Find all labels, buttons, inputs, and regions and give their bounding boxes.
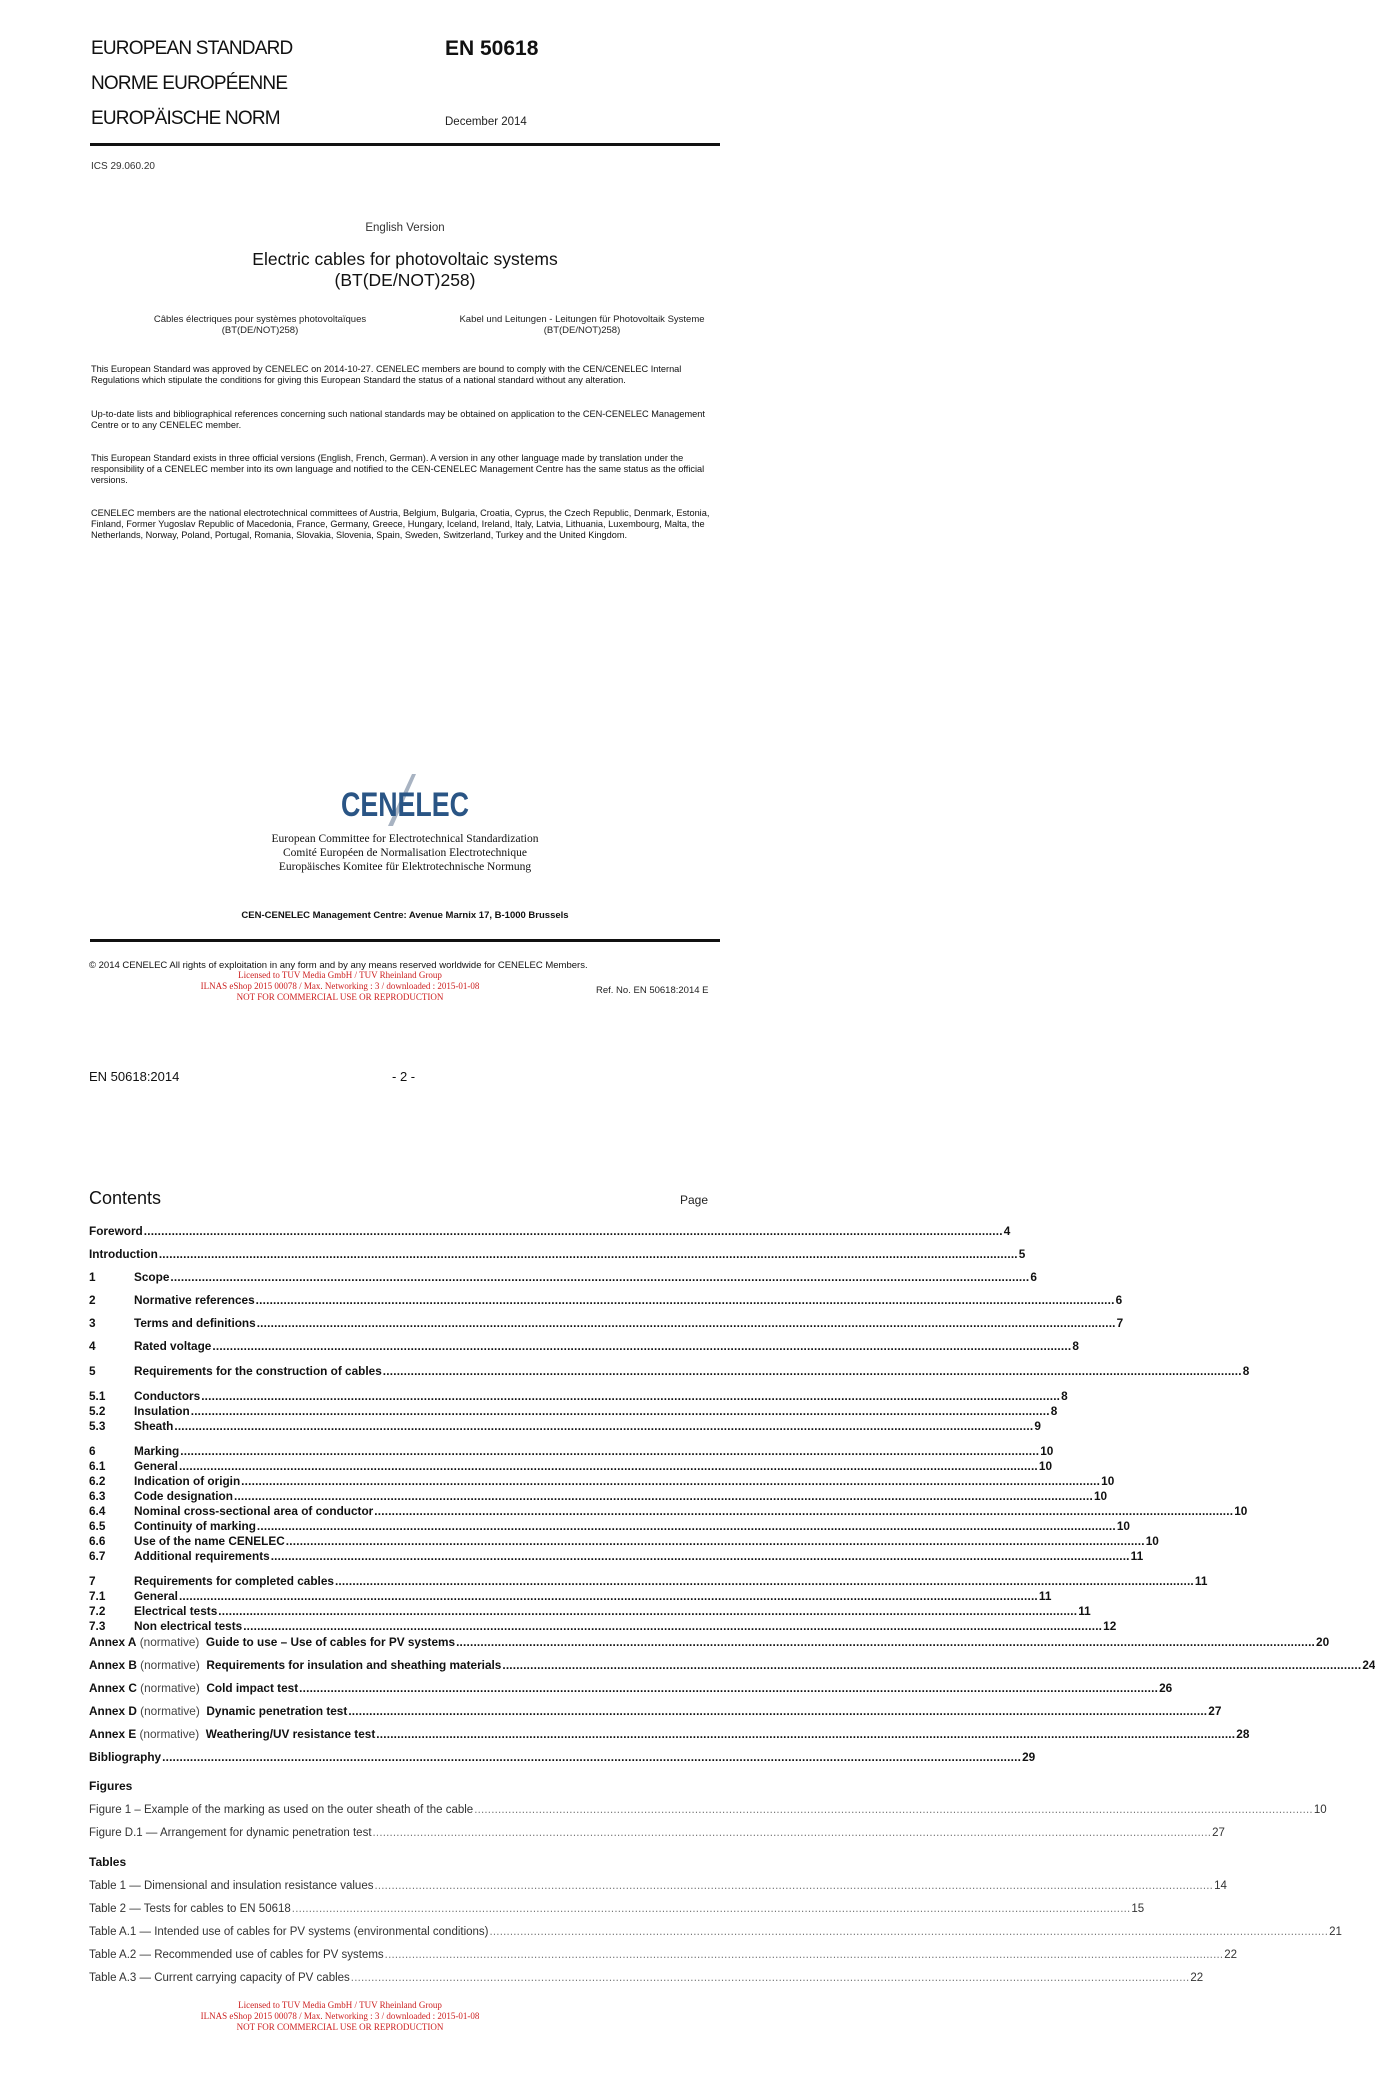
toc-leader-dots [180, 1444, 1039, 1458]
toc-entry-number: 6.7 [89, 1549, 106, 1563]
toc-leader-dots [241, 1474, 1100, 1488]
toc-entry-number: 5 [89, 1364, 96, 1378]
annex-page: 27 [1208, 1704, 1222, 1718]
annex-page: 24 [1362, 1658, 1375, 1672]
header-european-standard: EUROPEAN STANDARD [91, 38, 293, 59]
german-code: (BT(DE/NOT)258) [543, 325, 621, 336]
toc-entry-label: Marking [134, 1444, 180, 1458]
toc-leader-dots [490, 1925, 1329, 1939]
toc-entry-number: 3 [89, 1316, 96, 1330]
annex-type: (normative) [139, 1635, 200, 1649]
toc-entry-number: 7.2 [89, 1604, 106, 1618]
toc-entry-label: Normative references [134, 1293, 255, 1307]
annex-page: 28 [1236, 1727, 1250, 1741]
toc-entry[interactable] [89, 1404, 1058, 1418]
toc-entry-label: Use of the name CENELEC [134, 1534, 285, 1548]
toc-entry-label: Scope [134, 1270, 170, 1284]
license-footer-line-2: ILNAS eShop 2015 00078 / Max. Networking : 3 / downloaded : 2015-01-08 [200, 2011, 480, 2021]
toc-entry[interactable] [89, 1459, 1053, 1473]
toc-leader-dots [374, 1504, 1233, 1518]
header-rule [90, 143, 720, 146]
annex-title: Weathering/UV resistance test [205, 1727, 376, 1741]
toc-leader-dots [159, 1247, 1018, 1261]
page-doc-id: EN 50618:2014 [89, 1069, 180, 1084]
toc-leader-dots [170, 1270, 1029, 1284]
toc-annex-entry[interactable] [89, 1704, 1222, 1718]
org-name-english: European Committee for Electrotechnical Standardization [271, 833, 539, 845]
toc-leader-dots [292, 1902, 1131, 1916]
table-label: Table 1 — Dimensional and insulation resistance values [89, 1880, 374, 1892]
annex-title: Requirements for insulation and sheathing materials [206, 1658, 502, 1672]
annex-type: (normative) [140, 1658, 200, 1672]
toc-leader-dots [286, 1534, 1145, 1548]
toc-entry-page: 5 [1018, 1247, 1026, 1261]
annex-id: Annex D [89, 1704, 137, 1718]
approval-paragraph: This European Standard was approved by CENELEC on 2014-10-27. CENELEC members are bound to comply with the CEN/CENELEC Internal Regulations which stipulate the conditions for giving this European Standard the status of a national standard without any alteration. [91, 364, 682, 386]
header-europaische-norm: EUROPÄISCHE NORM [91, 108, 280, 129]
toc-entry-label: Insulation [134, 1404, 190, 1418]
toc-entry[interactable] [89, 1270, 1037, 1284]
standard-number: EN 50618 [445, 37, 539, 60]
german-title-block [432, 314, 732, 336]
toc-entry-page: 8 [1050, 1404, 1058, 1418]
toc-entry-number: 6 [89, 1444, 96, 1458]
toc-entry[interactable] [89, 1549, 1144, 1563]
annex-id: Annex B [89, 1658, 137, 1672]
annex-title: Guide to use – Use of cables for PV systems [205, 1635, 456, 1649]
toc-leader-dots [234, 1489, 1093, 1503]
toc-entry-page: 10 [1116, 1519, 1130, 1533]
toc-entry-page: 8 [1061, 1389, 1068, 1403]
license-footer-line-1: Licensed to TUV Media GmbH / TUV Rheinland Group [238, 2000, 442, 2010]
table-entry[interactable] [89, 1902, 1145, 1916]
table-label: Table A.3 — Current carrying capacity of PV cables [89, 1972, 350, 1984]
toc-entry-label: Continuity of marking [134, 1519, 256, 1533]
toc-leader-dots [212, 1339, 1071, 1353]
toc-entry-page: 8 [1242, 1364, 1250, 1378]
toc-entry-page: 9 [1034, 1419, 1041, 1433]
toc-entry[interactable] [89, 1504, 1248, 1518]
toc-entry-number: 7.1 [89, 1589, 106, 1603]
french-title-block [110, 314, 410, 336]
toc-leader-dots [257, 1519, 1116, 1533]
toc-annex-entry[interactable] [89, 1681, 1173, 1695]
toc-leader-dots [385, 1948, 1224, 1962]
annex-id: Annex E [89, 1727, 137, 1741]
toc-annex-entry[interactable] [89, 1635, 1330, 1649]
footer-rule [90, 939, 720, 942]
toc-entry-label: Requirements for the construction of cables [134, 1364, 382, 1378]
reference-number: Ref. No. EN 50618:2014 E [596, 985, 709, 996]
toc-bibliography[interactable] [89, 1750, 1036, 1764]
toc-entry-number: 6.6 [89, 1534, 106, 1548]
annex-page: 26 [1159, 1681, 1173, 1695]
versions-paragraph: This European Standard exists in three official versions (English, French, German). A version in any other language made by translation under the responsibility of a CENELEC member into its own language and notified to the CEN-CENELEC Management Centre has the same status as the official versions. [91, 453, 705, 486]
toc-entry-label: Non electrical tests [134, 1619, 243, 1633]
toc-entry-page: 12 [1103, 1619, 1117, 1633]
bibliography-page: 29 [1022, 1750, 1036, 1764]
toc-entry[interactable] [89, 1604, 1091, 1618]
toc-leader-dots [474, 1803, 1313, 1817]
toc-leader-dots [373, 1826, 1212, 1840]
title-line-2: (BT(DE/NOT)258) [334, 270, 476, 290]
page-number: - 2 - [392, 1069, 416, 1084]
table-label: Table 2 — Tests for cables to EN 50618 [89, 1903, 291, 1915]
toc-entry[interactable] [89, 1224, 1011, 1238]
members-paragraph: CENELEC members are the national electrotechnical committees of Austria, Belgium, Bulgaria, Croatia, Cyprus, the Czech Republic, Denmark, Estonia, Finland, Former Yugoslav Republic of Macedonia, France, Germany, Greece, Hungary, Iceland, Ireland, Italy, Latvia, Lithuania, Luxembourg, Malta, the Netherlands, Norway, Poland, Portugal, Romania, Slovakia, Slovenia, Spain, Sweden, Switzerland, Turkey and the United Kingdom. [91, 508, 710, 541]
toc-leader-dots [348, 1704, 1207, 1718]
toc-leader-dots [243, 1619, 1102, 1633]
table-label: Table A.1 — Intended use of cables for PV systems (environmental conditions) [89, 1926, 489, 1938]
table-entry[interactable] [89, 1948, 1238, 1962]
table-page: 21 [1329, 1926, 1342, 1938]
toc-entry-page: 10 [1145, 1534, 1159, 1548]
toc-entry-label: General [134, 1589, 178, 1603]
toc-entry[interactable] [89, 1534, 1159, 1548]
toc-entry-label: Foreword [89, 1224, 143, 1238]
table-page: 22 [1190, 1972, 1204, 1984]
toc-entry-page: 11 [1038, 1589, 1052, 1603]
contents-heading: Contents [89, 1188, 162, 1208]
toc-leader-dots [374, 1879, 1213, 1893]
toc-leader-dots [383, 1364, 1242, 1378]
toc-entry-number: 5.2 [89, 1404, 106, 1418]
toc-leader-dots [351, 1971, 1190, 1985]
toc-leader-dots [191, 1404, 1050, 1418]
toc-entry-label: Sheath [134, 1419, 174, 1433]
annex-id: Annex A [89, 1635, 137, 1649]
toc-entry-page: 6 [1030, 1270, 1037, 1284]
toc-leader-dots [502, 1658, 1361, 1672]
toc-entry-number: 6.2 [89, 1474, 106, 1488]
toc-leader-dots [174, 1419, 1033, 1433]
toc-entry-number: 5.3 [89, 1419, 106, 1433]
annex-title: Dynamic penetration test [206, 1704, 348, 1718]
toc-entry-number: 6.4 [89, 1504, 106, 1518]
toc-entry[interactable] [89, 1444, 1054, 1458]
figure-page: 27 [1212, 1827, 1225, 1839]
license-line-1: Licensed to TUV Media GmbH / TUV Rheinland Group [238, 970, 442, 980]
toc-leader-dots [376, 1727, 1235, 1741]
table-entry[interactable] [89, 1925, 1342, 1939]
annex-type: (normative) [140, 1704, 200, 1718]
bibliography-label: Bibliography [89, 1750, 162, 1764]
toc-entry-page: 11 [1194, 1574, 1208, 1588]
toc-entry-label: Code designation [134, 1489, 233, 1503]
table-page: 22 [1224, 1949, 1238, 1961]
figure-entry[interactable] [89, 1826, 1225, 1840]
toc-entry-label: Introduction [89, 1247, 158, 1261]
toc-entry[interactable] [89, 1247, 1026, 1261]
toc-leader-dots [179, 1589, 1038, 1603]
toc-leader-dots [256, 1293, 1115, 1307]
toc-entry-page: 10 [1093, 1489, 1108, 1503]
figures-heading: Figures [89, 1779, 133, 1793]
annex-type: (normative) [139, 1727, 200, 1741]
annex-page: 20 [1316, 1635, 1330, 1649]
toc-entry-label: Conductors [134, 1389, 201, 1403]
toc-entry-number: 7.3 [89, 1619, 106, 1633]
toc-entry[interactable] [89, 1364, 1250, 1378]
toc-entry-number: 5.1 [89, 1389, 106, 1403]
toc-entry-page: 10 [1101, 1474, 1115, 1488]
license-footer-line-3: NOT FOR COMMERCIAL USE OR REPRODUCTION [236, 2022, 444, 2032]
toc-leader-dots [218, 1604, 1077, 1618]
toc-entry-page: 6 [1115, 1293, 1123, 1307]
title-line-1: Electric cables for photovoltaic systems [252, 249, 558, 269]
page-column-heading: Page [680, 1193, 709, 1207]
toc-entry-page: 11 [1078, 1604, 1091, 1618]
toc-entry-label: Indication of origin [134, 1474, 241, 1488]
document-title [90, 249, 720, 291]
toc-entry-number: 6.3 [89, 1489, 106, 1503]
org-name-french: Comité Européen de Normalisation Electrotechnique [283, 847, 527, 859]
figure-entry[interactable] [89, 1803, 1327, 1817]
toc-annex-entry[interactable] [89, 1658, 1375, 1672]
toc-entry[interactable] [89, 1389, 1068, 1403]
french-code: (BT(DE/NOT)258) [221, 325, 299, 336]
toc-entry-label: Terms and definitions [134, 1316, 256, 1330]
toc-entry-page: 10 [1234, 1504, 1248, 1518]
toc-entry[interactable] [89, 1474, 1115, 1488]
french-title: Câbles électriques pour systèmes photovoltaïques [153, 314, 367, 325]
annex-type: (normative) [140, 1681, 200, 1695]
toc-leader-dots [456, 1635, 1315, 1649]
toc-leader-dots [179, 1459, 1038, 1473]
logo-text: CENELEC [341, 786, 469, 824]
toc-leader-dots [201, 1389, 1060, 1403]
license-line-2: ILNAS eShop 2015 00078 / Max. Networking : 3 / downloaded : 2015-01-08 [200, 981, 480, 991]
toc-entry-page: 4 [1003, 1224, 1011, 1238]
toc-entry-number: 4 [89, 1339, 96, 1353]
toc-entry-label: Requirements for completed cables [134, 1574, 334, 1588]
toc-entry-page: 10 [1038, 1459, 1053, 1473]
table-entry[interactable] [89, 1879, 1227, 1893]
annex-title: Cold impact test [206, 1681, 299, 1695]
toc-leader-dots [144, 1224, 1003, 1238]
references-paragraph: Up-to-date lists and bibliographical references concerning such national standards may be obtained on application to the CEN-CENELEC Management Centre or to any CENELEC member. [91, 409, 705, 431]
table-label: Table A.2 — Recommended use of cables for PV systems [89, 1949, 384, 1961]
cenelec-logo [330, 772, 480, 828]
toc-entry-page: 11 [1130, 1549, 1144, 1563]
license-line-3: NOT FOR COMMERCIAL USE OR REPRODUCTION [236, 992, 444, 1002]
toc-entry-page: 7 [1116, 1316, 1124, 1330]
toc-entry[interactable] [89, 1316, 1124, 1330]
table-entry[interactable] [89, 1971, 1204, 1985]
figure-page: 10 [1313, 1804, 1327, 1816]
toc-entry[interactable] [89, 1619, 1117, 1633]
toc-entry[interactable] [89, 1489, 1108, 1503]
toc-leader-dots [257, 1316, 1116, 1330]
toc-entry-page: 8 [1072, 1339, 1079, 1353]
toc-entry-number: 6.5 [89, 1519, 106, 1533]
toc-entry-number: 7 [89, 1574, 96, 1588]
annex-id: Annex C [89, 1681, 137, 1695]
tables-heading: Tables [89, 1855, 127, 1869]
toc-entry-label: Additional requirements [134, 1549, 270, 1563]
copyright-notice: © 2014 CENELEC All rights of exploitation in any form and by any means reserved worldwide for CENELEC Members. [89, 960, 588, 971]
toc-entry[interactable] [89, 1293, 1123, 1307]
toc-entry-number: 1 [89, 1270, 96, 1284]
figure-label: Figure D.1 — Arrangement for dynamic penetration test [89, 1827, 372, 1839]
toc-annex-entry[interactable] [89, 1727, 1250, 1741]
toc-entry[interactable] [89, 1419, 1041, 1433]
toc-entry-label: Electrical tests [134, 1604, 218, 1618]
toc-entry[interactable] [89, 1519, 1130, 1533]
toc-leader-dots [162, 1750, 1021, 1764]
toc-entry-label: General [134, 1459, 178, 1473]
toc-entry-number: 6.1 [89, 1459, 106, 1473]
toc-leader-dots [335, 1574, 1194, 1588]
ics-code: ICS 29.060.20 [91, 161, 155, 172]
toc-leader-dots [299, 1681, 1158, 1695]
toc-entry-page: 10 [1040, 1444, 1054, 1458]
toc-entry[interactable] [89, 1574, 1208, 1588]
toc-entry-number: 2 [89, 1293, 96, 1307]
toc-entry-label: Rated voltage [134, 1339, 212, 1353]
management-centre-address: CEN-CENELEC Management Centre: Avenue Marnix 17, B-1000 Brussels [241, 910, 569, 921]
org-name-german: Europäisches Komitee für Elektrotechnische Normung [278, 861, 532, 873]
figure-label: Figure 1 – Example of the marking as used on the outer sheath of the cable [89, 1804, 474, 1816]
toc-entry[interactable] [89, 1339, 1079, 1353]
header-norme-europeenne: NORME EUROPÉENNE [91, 73, 288, 94]
publication-date: December 2014 [445, 116, 527, 128]
table-page: 14 [1214, 1880, 1227, 1892]
english-version-label: English Version [365, 222, 445, 234]
toc-entry-label: Nominal cross-sectional area of conductor [134, 1504, 374, 1518]
german-title: Kabel und Leitungen - Leitungen für Photovoltaik Systeme [459, 314, 705, 325]
toc-leader-dots [271, 1549, 1130, 1563]
table-page: 15 [1131, 1903, 1145, 1915]
toc-entry[interactable] [89, 1589, 1052, 1603]
